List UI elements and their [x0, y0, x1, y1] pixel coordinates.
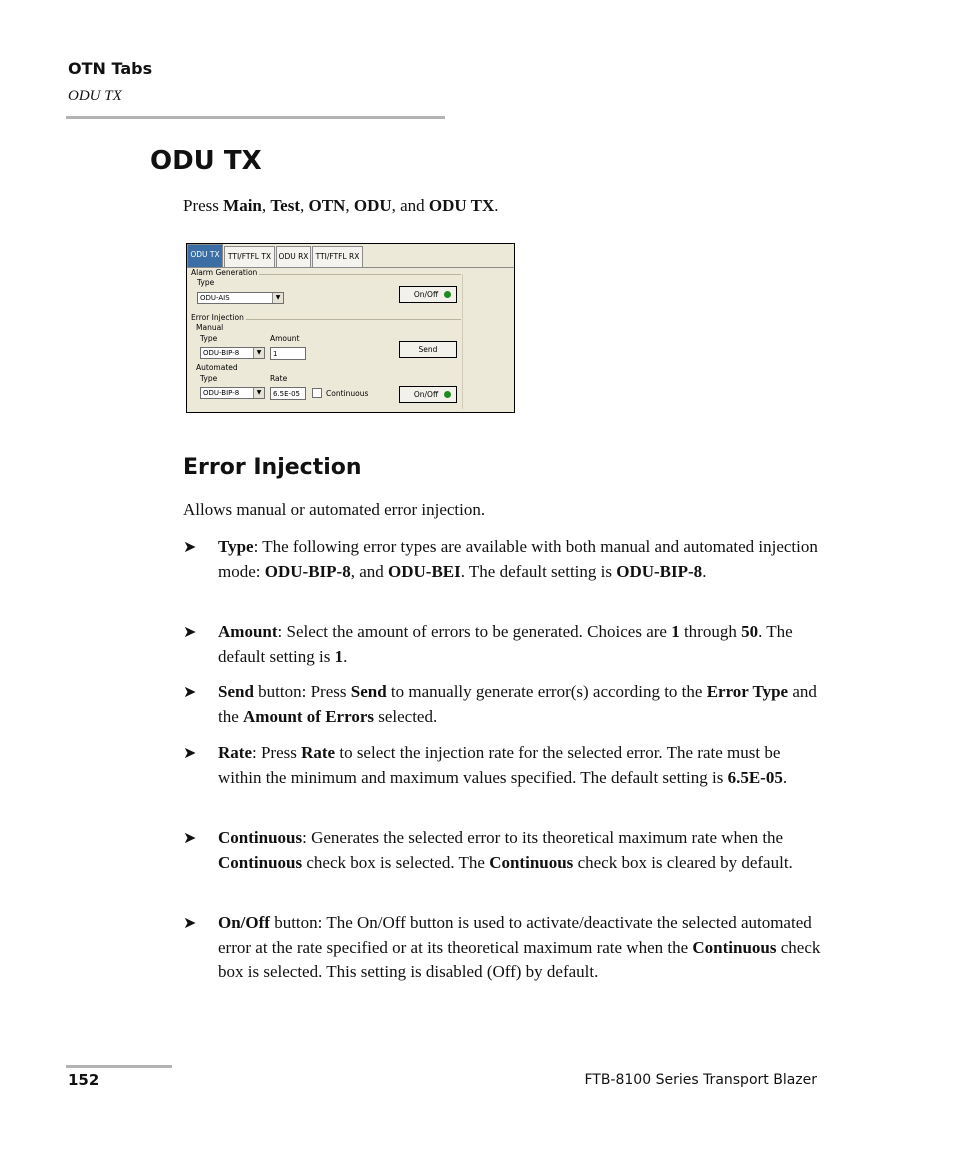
term: 1: [334, 646, 344, 666]
group-right-edge: [462, 274, 463, 409]
navigation-instruction: [183, 196, 499, 216]
alarm-type-select[interactable]: [197, 292, 284, 304]
intro-suffix: .: [494, 196, 499, 215]
term: ODU-BIP-8: [264, 561, 351, 581]
term: Type: [218, 537, 254, 556]
tab-tti-ftfl-tx[interactable]: TTI/FTFL TX: [224, 246, 275, 267]
auto-type-value: ODU-BIP-8: [203, 389, 240, 397]
page-title: ODU TX: [150, 146, 262, 176]
section-heading: Error Injection: [183, 455, 362, 480]
bullet-amount: [183, 620, 823, 669]
path-test: Test: [270, 196, 300, 215]
text: : Select the amount of errors to be generated. Choices are: [277, 622, 672, 641]
bullet-rate: [183, 741, 823, 790]
text: selected.: [373, 706, 438, 726]
manual-type-value: ODU-BIP-8: [203, 349, 240, 357]
error-group-label: Error Injection: [191, 313, 244, 322]
text: button: The On/Off button is used to activate/deactivate the selected automated error at the rate specified or at its theoretical maximum rate when the: [218, 913, 812, 957]
running-header-section: OTN Tabs: [68, 59, 153, 78]
bullet-arrow-icon: ➤: [183, 743, 197, 762]
odu-tx-screenshot: [186, 243, 515, 413]
text: : Press: [251, 743, 302, 762]
text: .: [702, 561, 707, 581]
sep: , and: [391, 196, 429, 215]
tab-odu-tx[interactable]: ODU TX: [187, 244, 223, 267]
running-header-subsection: ODU TX: [68, 88, 122, 104]
text: button: Press: [253, 682, 351, 701]
bullet-arrow-icon: ➤: [183, 913, 197, 932]
automated-label: Automated: [196, 363, 238, 372]
auto-type-label: Type: [200, 374, 218, 383]
chevron-down-icon: ▼: [253, 388, 264, 398]
text: , and: [350, 561, 388, 581]
alarm-onoff-label: On/Off: [413, 290, 439, 299]
manual-type-select[interactable]: [200, 347, 265, 359]
footer-divider: [66, 1065, 172, 1068]
term: Send: [218, 682, 254, 701]
path-odu: ODU: [353, 196, 392, 215]
section-lead: Allows manual or automated error injection.: [183, 500, 486, 519]
path-odu-tx: ODU TX: [428, 196, 495, 215]
header-divider: [66, 116, 445, 119]
tab-tti-ftfl-rx[interactable]: TTI/FTFL RX: [312, 246, 363, 267]
bullet-onoff: [183, 911, 823, 985]
term: On/Off: [218, 913, 270, 932]
text: : The following error types are available with both manual and automated injection mode:: [218, 537, 818, 581]
bullet-arrow-icon: ➤: [183, 537, 197, 556]
alarm-onoff-button[interactable]: [399, 286, 457, 303]
led-indicator-icon: [444, 391, 451, 398]
text: to select the injection rate for the selected error. The rate must be within the minimum and maximum values specified. The default setting is: [218, 743, 781, 787]
term: 1: [671, 622, 680, 641]
text: .: [782, 767, 788, 787]
page-number: 152: [68, 1071, 100, 1089]
term: Continuous: [489, 852, 574, 872]
text: check box is selected. This setting is disabled (Off) by default.: [218, 937, 821, 981]
alarm-type-label: Type: [197, 278, 215, 287]
bullet-send: [183, 680, 823, 729]
continuous-label: Continuous: [326, 389, 369, 398]
sep: ,: [261, 196, 271, 215]
term: Amount of Errors: [243, 706, 374, 726]
chevron-down-icon: ▼: [253, 348, 264, 358]
term: 6.5E-05: [727, 767, 783, 787]
auto-rate-field[interactable]: 6.5E-05: [270, 387, 306, 400]
term: Rate: [218, 743, 252, 762]
send-button[interactable]: Send: [399, 341, 457, 358]
sep: ,: [300, 196, 309, 215]
path-main: Main: [223, 196, 262, 215]
term: 50: [741, 622, 759, 641]
term: Amount: [218, 622, 278, 641]
bullet-arrow-icon: ➤: [183, 682, 197, 701]
term: Continuous: [218, 828, 303, 847]
bullet-arrow-icon: ➤: [183, 622, 197, 641]
continuous-checkbox[interactable]: [312, 388, 322, 398]
alarm-type-value: ODU-AIS: [200, 294, 230, 302]
term: Rate: [301, 743, 336, 762]
auto-rate-label: Rate: [270, 374, 288, 383]
text: .: [343, 646, 348, 666]
led-indicator-icon: [444, 291, 451, 298]
footer-product-title: FTB-8100 Series Transport Blazer: [584, 1072, 817, 1088]
tab-odu-rx[interactable]: ODU RX: [276, 246, 311, 267]
manual-amount-label: Amount: [270, 334, 300, 343]
sep: ,: [345, 196, 354, 215]
text: to manually generate error(s) according to the: [386, 682, 707, 701]
text: check box is selected. The: [302, 852, 490, 872]
term: ODU-BEI: [388, 561, 461, 581]
bullet-continuous: [183, 826, 823, 875]
auto-onoff-label: On/Off: [413, 390, 439, 399]
bullet-arrow-icon: ➤: [183, 828, 197, 847]
text: and the: [218, 682, 817, 726]
manual-label: Manual: [196, 323, 224, 332]
text: : Generates the selected error to its theoretical maximum rate when the: [302, 828, 784, 847]
term: Send: [350, 682, 387, 701]
term: Error Type: [706, 682, 789, 701]
bullet-type: [183, 535, 823, 584]
chevron-down-icon: ▼: [272, 293, 283, 303]
text: through: [679, 622, 742, 641]
intro-prefix: Press: [183, 196, 224, 215]
auto-onoff-button[interactable]: [399, 386, 457, 403]
text: . The default setting is: [218, 622, 793, 666]
auto-type-select[interactable]: [200, 387, 265, 399]
path-otn: OTN: [308, 196, 346, 215]
text: check box is cleared by default.: [573, 852, 793, 872]
manual-type-label: Type: [200, 334, 218, 343]
text: . The default setting is: [460, 561, 617, 581]
manual-amount-field[interactable]: 1: [270, 347, 306, 360]
alarm-group-label: Alarm Generation: [191, 268, 258, 277]
term: ODU-BIP-8: [616, 561, 703, 581]
term: Continuous: [692, 937, 777, 957]
term: Continuous: [218, 852, 303, 872]
